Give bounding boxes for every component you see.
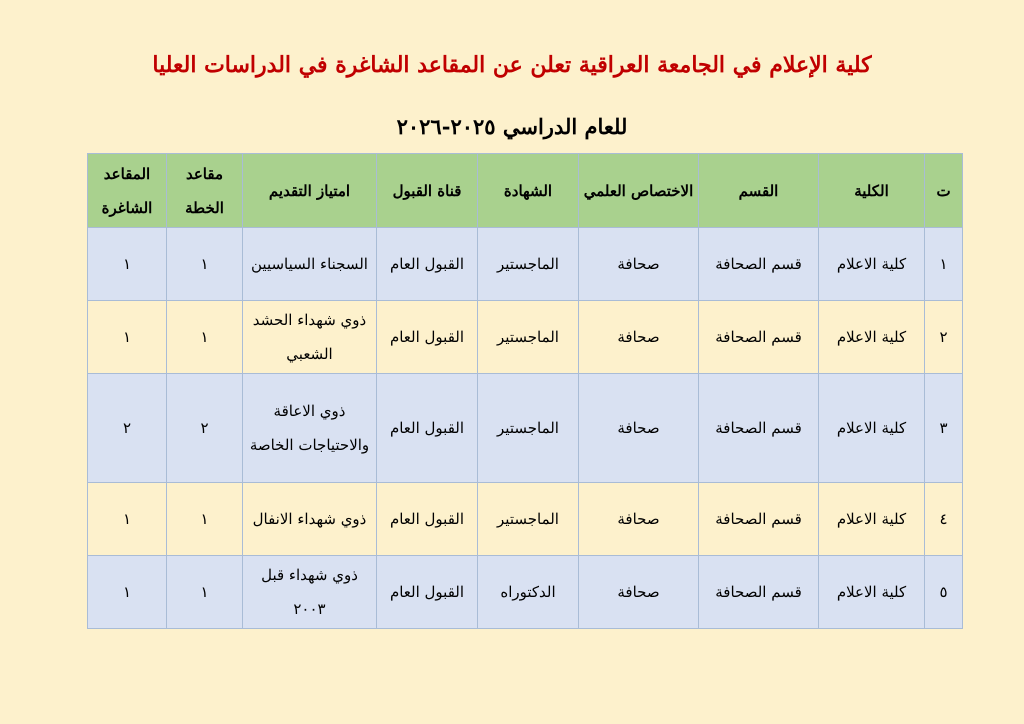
cell-admission-channel: القبول العام bbox=[377, 228, 478, 301]
cell-plan-seats: ٢ bbox=[167, 374, 243, 483]
cell-plan-seats: ١ bbox=[167, 228, 243, 301]
cell-index: ٤ bbox=[925, 483, 963, 556]
header-plan-seats: مقاعد الخطة bbox=[167, 154, 243, 228]
header-specialization: الاختصاص العلمي bbox=[579, 154, 699, 228]
cell-plan-seats: ١ bbox=[167, 483, 243, 556]
cell-college: كلية الاعلام bbox=[819, 228, 925, 301]
table-row bbox=[88, 228, 963, 301]
header-index: ت bbox=[925, 154, 963, 228]
header-admission-channel: قناة القبول bbox=[377, 154, 478, 228]
table-row bbox=[88, 483, 963, 556]
header-degree: الشهادة bbox=[478, 154, 579, 228]
cell-index: ٢ bbox=[925, 301, 963, 374]
page-title: كلية الإعلام في الجامعة العراقية تعلن عن المقاعد الشاغرة في الدراسات العليا bbox=[152, 52, 872, 78]
cell-privilege: ذوي الاعاقة والاحتياجات الخاصة bbox=[243, 374, 377, 483]
cell-privilege: السجناء السياسيين bbox=[243, 228, 377, 301]
cell-plan-seats: ١ bbox=[167, 301, 243, 374]
cell-department: قسم الصحافة bbox=[699, 556, 819, 629]
cell-specialization: صحافة bbox=[579, 556, 699, 629]
cell-index: ١ bbox=[925, 228, 963, 301]
cell-department: قسم الصحافة bbox=[699, 228, 819, 301]
header-vacant-seats: المقاعد الشاغرة bbox=[88, 154, 167, 228]
cell-admission-channel: القبول العام bbox=[377, 301, 478, 374]
cell-college: كلية الاعلام bbox=[819, 483, 925, 556]
cell-privilege: ذوي شهداء الحشد الشعبي bbox=[243, 301, 377, 374]
cell-specialization: صحافة bbox=[579, 301, 699, 374]
cell-index: ٣ bbox=[925, 374, 963, 483]
cell-specialization: صحافة bbox=[579, 483, 699, 556]
table-row bbox=[88, 374, 963, 483]
table-header-row bbox=[88, 154, 963, 228]
vacancies-table bbox=[87, 153, 963, 629]
cell-admission-channel: القبول العام bbox=[377, 556, 478, 629]
cell-college: كلية الاعلام bbox=[819, 556, 925, 629]
cell-vacant-seats: ١ bbox=[88, 483, 167, 556]
cell-vacant-seats: ٢ bbox=[88, 374, 167, 483]
cell-plan-seats: ١ bbox=[167, 556, 243, 629]
cell-department: قسم الصحافة bbox=[699, 483, 819, 556]
cell-degree: الماجستير bbox=[478, 301, 579, 374]
header-privilege: امتياز التقديم bbox=[243, 154, 377, 228]
cell-specialization: صحافة bbox=[579, 374, 699, 483]
cell-degree: الدكتوراه bbox=[478, 556, 579, 629]
cell-privilege: ذوي شهداء الانفال bbox=[243, 483, 377, 556]
cell-admission-channel: القبول العام bbox=[377, 483, 478, 556]
header-department: القسم bbox=[699, 154, 819, 228]
cell-degree: الماجستير bbox=[478, 483, 579, 556]
cell-vacant-seats: ١ bbox=[88, 301, 167, 374]
cell-index: ٥ bbox=[925, 556, 963, 629]
cell-specialization: صحافة bbox=[579, 228, 699, 301]
cell-vacant-seats: ١ bbox=[88, 228, 167, 301]
page-subtitle: للعام الدراسي ٢٠٢٥-٢٠٢٦ bbox=[396, 114, 628, 139]
cell-privilege: ذوي شهداء قبل ٢٠٠٣ bbox=[243, 556, 377, 629]
cell-vacant-seats: ١ bbox=[88, 556, 167, 629]
cell-degree: الماجستير bbox=[478, 374, 579, 483]
cell-college: كلية الاعلام bbox=[819, 301, 925, 374]
cell-college: كلية الاعلام bbox=[819, 374, 925, 483]
cell-admission-channel: القبول العام bbox=[377, 374, 478, 483]
cell-department: قسم الصحافة bbox=[699, 374, 819, 483]
cell-department: قسم الصحافة bbox=[699, 301, 819, 374]
header-college: الكلية bbox=[819, 154, 925, 228]
table-row bbox=[88, 301, 963, 374]
table-row bbox=[88, 556, 963, 629]
cell-degree: الماجستير bbox=[478, 228, 579, 301]
